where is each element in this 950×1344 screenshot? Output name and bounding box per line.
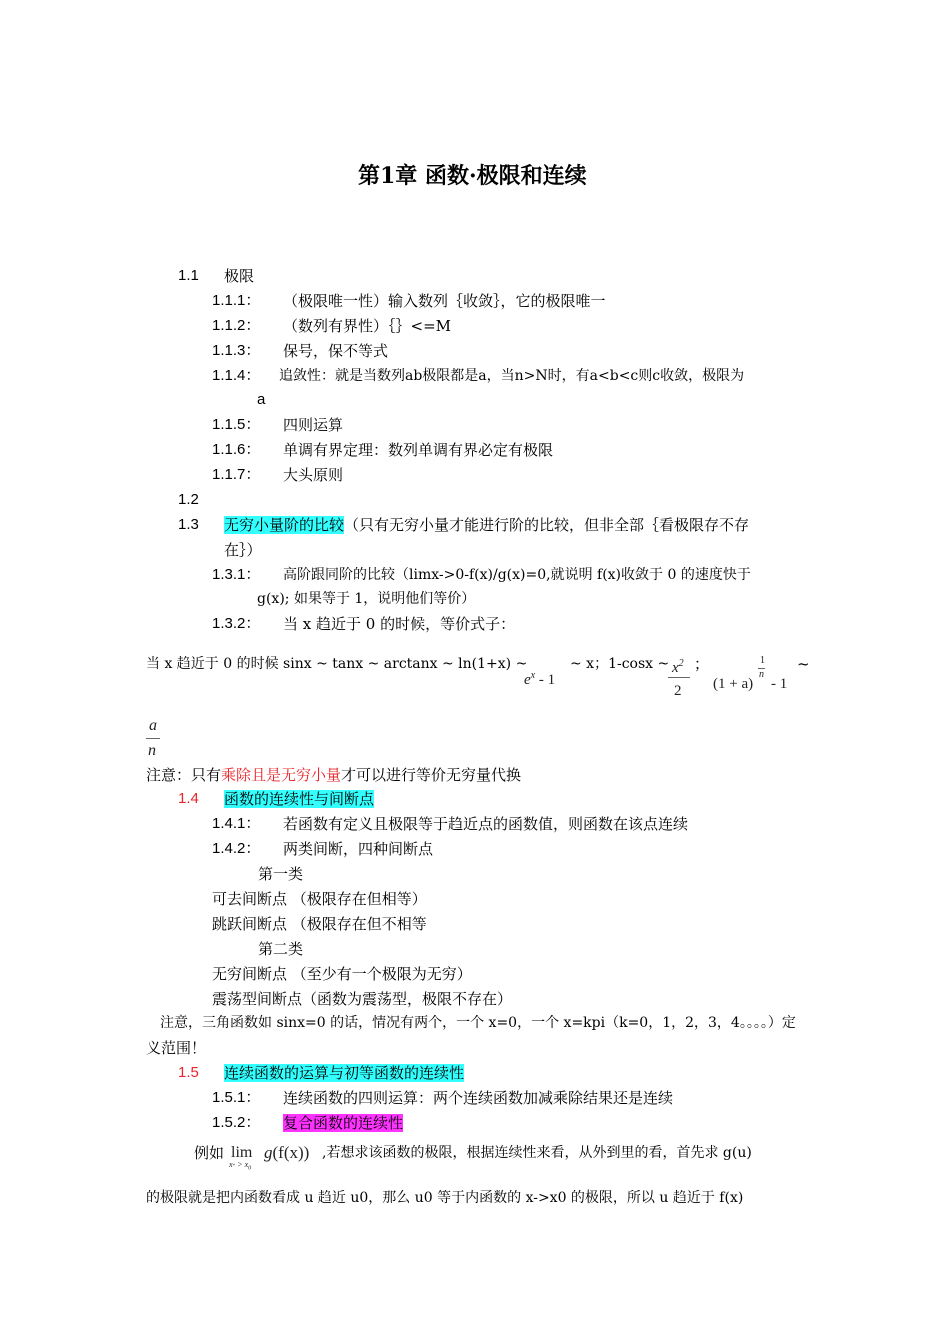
section-1-1-number: 1.1 <box>178 267 199 284</box>
composite-function-highlight: 复合函数的连续性 <box>283 1114 404 1132</box>
jump-discontinuity: 跳跃间断点 （极限存在但不相等 <box>212 915 427 933</box>
item-text: 单调有界定理：数列单调有界必定有极限 <box>283 441 554 459</box>
oscillating-discontinuity: 震荡型间断点（函数为震荡型，极限不存在） <box>212 990 513 1008</box>
exp-minus-one: - 1 <box>538 672 556 688</box>
item-text-continued: g(x); 如果等于 1，说明他们等价） <box>257 591 476 607</box>
an-denominator: n <box>148 742 156 759</box>
item-text: 当 x 趋近于 0 的时候，等价式子： <box>283 615 516 633</box>
equivalence-lead: 当 x 趋近于 0 的时候 sinx ~ tanx ~ arctanx ~ ln(1+x) ~ <box>146 656 528 672</box>
example-pre: 例如 <box>194 1144 225 1162</box>
note-pre: 注意：只有 <box>146 766 222 784</box>
item-number: 1.5.2： <box>212 1114 261 1131</box>
power-exponent-denominator: n <box>759 669 764 680</box>
power-exponent-numerator: 1 <box>760 655 765 666</box>
item-number: 1.4.1： <box>212 815 261 832</box>
example-text-line2: 的极限就是把内函数看成 u 趋近 u0，那么 u0 等于内函数的 x->x0 的极限，所以 u 趋近于 f(x) <box>146 1190 744 1206</box>
item-text: 连续函数的四则运算：两个连续函数加减乘除结果还是连续 <box>283 1089 674 1107</box>
section-1-3-text: （只有无穷小量才能进行阶的比较，但非全部｛看极限存不存 <box>344 516 750 534</box>
item-text: 追敛性：就是当数列ab极限都是a，当n>N时，有a<b<c则c收敛，极限为 <box>279 368 745 384</box>
exp-power: x <box>530 670 536 681</box>
section-1-3-heading <box>224 515 749 535</box>
item-text: 大头原则 <box>283 466 344 484</box>
item-highlight <box>283 1113 403 1133</box>
note-trig-zero: 注意，三角函数如 sinx=0 的话，情况有两个，一个 x=0，一个 x=kpi（k=0，1，2，3，4。。。。）定 <box>160 1015 796 1031</box>
item-number: 1.4.2： <box>212 840 261 857</box>
discontinuity-type-1: 第一类 <box>258 865 304 883</box>
item-number: 1.3.2： <box>212 615 261 632</box>
limit-subscript-text: x- > x <box>229 1160 249 1169</box>
item-number: 1.1.2： <box>212 317 261 334</box>
discontinuity-type-2: 第二类 <box>258 940 304 958</box>
section-1-4-number: 1.4 <box>178 790 199 807</box>
note-equivalent-substitution <box>146 765 521 785</box>
item-number: 1.1.7： <box>212 466 261 483</box>
fraction-numerator <box>672 654 684 678</box>
note-post: 才可以进行等价无穷量代换 <box>341 766 522 784</box>
limit-symbol: lim <box>231 1144 253 1161</box>
item-number: 1.1.4： <box>212 367 261 384</box>
item-number: 1.1.5： <box>212 416 261 433</box>
note-red-emphasis: 乘除且是无穷小量 <box>221 766 342 784</box>
item-text-continued: a <box>257 391 266 408</box>
section-1-5-heading <box>224 1063 464 1083</box>
item-number: 1.1.3： <box>212 342 261 359</box>
equivalence-semicolon: ； <box>694 655 710 673</box>
section-1-4-heading <box>224 789 374 809</box>
inner-function: (f(x)) <box>272 1143 310 1162</box>
exp-base: e <box>524 672 531 688</box>
equivalence-tilde: ~ <box>797 655 810 673</box>
section-1-1-label: 极限 <box>224 267 255 285</box>
item-text: 四则运算 <box>283 416 344 434</box>
section-1-2-number: 1.2 <box>178 491 199 508</box>
fraction-numerator-x: x <box>672 660 679 676</box>
equivalence-mid: ~ x；1-cosx ~ <box>570 656 670 672</box>
item-number: 1.1.1： <box>212 292 261 309</box>
limit-subscript <box>229 1160 251 1174</box>
item-number: 1.5.1： <box>212 1089 261 1106</box>
item-text: 高阶跟同阶的比较（limx->0-f(x)/g(x)=0,就说明 f(x)收敛于 0 的速度快于 <box>283 567 751 583</box>
an-numerator: a <box>149 717 157 734</box>
item-text: （数列有界性）｛｝<=M <box>283 317 451 335</box>
section-1-5-number: 1.5 <box>178 1064 199 1081</box>
fraction-bar <box>668 677 690 678</box>
item-number: 1.1.6： <box>212 441 261 458</box>
limit-subscript-zero: 0 <box>248 1165 252 1172</box>
fraction-numerator-power: 2 <box>678 658 684 669</box>
note-trig-zero-continued: 义范围！ <box>146 1039 207 1057</box>
item-text: 保号，保不等式 <box>283 342 389 360</box>
section-1-3-number: 1.3 <box>178 516 199 533</box>
item-text: 两类间断，四种间断点 <box>283 840 434 858</box>
removable-discontinuity: 可去间断点 （极限存在但相等） <box>212 890 427 908</box>
item-text: （极限唯一性）输入数列｛收敛｝，它的极限唯一 <box>283 292 606 310</box>
chapter-title: 第1章 函数·极限和连续 <box>358 163 587 189</box>
an-fraction-bar <box>146 738 160 739</box>
section-1-3-continued: 在｝） <box>224 541 262 559</box>
section-1-3-highlight: 无穷小量阶的比较 <box>224 516 345 534</box>
item-text: 若函数有定义且极限等于趋近点的函数值，则函数在该点连续 <box>283 815 689 833</box>
example-text: ,若想求该函数的极限，根据连续性来看，从外到里的看，首先求 g(u) <box>322 1145 752 1161</box>
item-number: 1.3.1： <box>212 566 261 583</box>
section-1-5-highlight: 连续函数的运算与初等函数的连续性 <box>224 1064 465 1082</box>
power-minus-one: - 1 <box>771 676 788 692</box>
section-1-4-highlight: 函数的连续性与间断点 <box>224 790 375 808</box>
composite-function <box>264 1143 309 1163</box>
power-base: (1 + a) <box>713 676 754 692</box>
fraction-denominator: 2 <box>674 683 682 699</box>
exp-term <box>524 666 555 690</box>
infinite-discontinuity: 无穷间断点 （至少有一个极限为无穷） <box>212 965 472 983</box>
outer-function-g: g <box>264 1143 273 1162</box>
